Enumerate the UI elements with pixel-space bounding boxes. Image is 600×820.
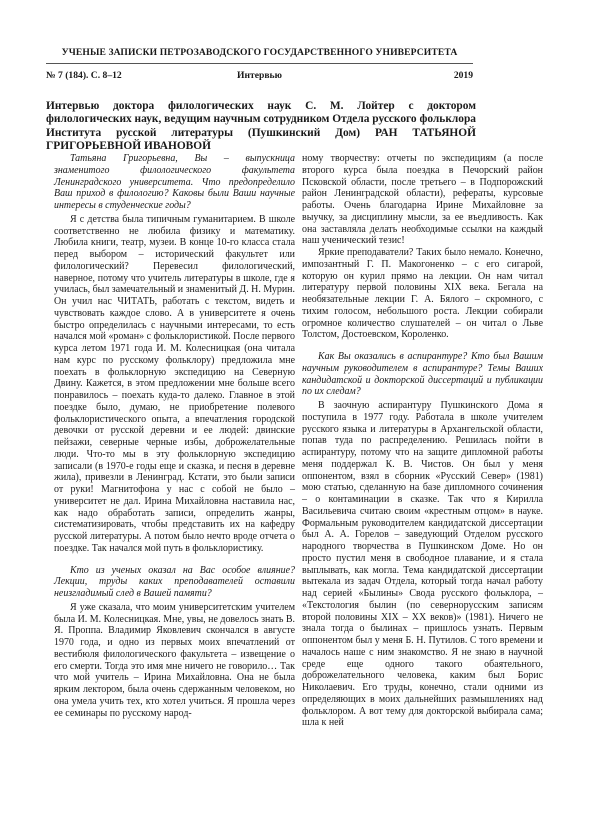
answer-2b: Яркие преподаватели? Таких было немало. Конечно, импозантный Г. П. Макогоненко – с его сигарой, которую он курил прямо на лекции. Он нам читал литературу первой половины XIX века. Бегала на необязательные лекции Г. А. Бялого – скромного, с тихим голосом, небольшого роста. Лекции собирали огромное количество слушателей – он читал о Льве Толстом, Достоевском, Короленко. (302, 247, 543, 341)
question-3: Как Вы оказались в аспирантуре? Кто был Вашим научным руководителем в аспирантуре? Темы Ваших кандидатской и докторской диссертаций и публикации по их следам? (302, 351, 543, 398)
journal-title: УЧЕНЫЕ ЗАПИСКИ ПЕТРОЗАВОДСКОГО ГОСУДАРСТВЕННОГО УНИВЕРСИТЕТА (61, 47, 458, 58)
left-column (54, 153, 295, 719)
right-column (302, 153, 543, 729)
answer-2-continuation: ному творчеству: отчеты по экспедициям (а после второго курса была поездка в Печорский район Псковской области, после третьего – в Подпорожский район Ленинградской области), рефераты, курсовые работы. Очень благодарна Ирине Михайловне за выучку, за дисциплину мысли, за ее въедливость. Как она заставляла делать необходимые ссылки на каждый наш ученический тезис! (302, 153, 543, 247)
answer-2: Я уже сказала, что моим университетским учителем была И. М. Колесницкая. Мне, увы, не довелось знать В. Я. Проппа. Владимир Яковлевич скончался в августе 1970 года, и одно из первых моих впечатлений от вестибюля филологического факультета – извещение о его смерти. Тогда это имя мне ничего не говорило… Так что мой учитель – Ирина Михайловна. Она не была ярким лектором, была очень сдержанным человеком, но она умела учить тех, кто хотел учиться. Я прошла через ее семинары по русскому народ- (54, 601, 295, 719)
header-rule (46, 63, 473, 64)
answer-1: Я с детства была типичным гуманитарием. В школе соответственно не любила физику и математику. Любила книги, театр, музеи. В конце 10-го класса стала перед выбором – исторический факультет или филологический? Перевесил филологический, наверное, потому что учитель литературы в школе, где я училась, был замечательный и знаменитый Д. Н. Мурин. Он учил нас ЧИТАТЬ, работать с текстом, видеть и чувствовать каждое слово. А в университете я очень быстро определилась с научными интересами, то есть начался мой «роман» с фольклористикой. После первого курса летом 1971 года И. М. Колесницкая (она читала нам курс по русскому фольклору) предложила мне поехать в фольклорную экспедицию на Северную Двину. Кажется, в этом предложении мне больше всего понравилось – поехать куда-то далеко. Главное в этой поездке было, думаю, не приобретение полевого фольклористического опыта, а впечатления городской девочки от русской деревни и ее людей: двинские пейзажи, северные черные избы, доброжелательные люди. Что-то мы в эту фольклорную экспедицию записали (в 1970-е годы еще и сказка, и песня в деревне жила), привезли в Ленинград. Кстати, это были записи от руки! Магнитофона у нас с собой не было – университет не дал. Ирина Михайловна наставила нас, как надо обработать записи, определить жанры, систематизировать, чтобы представить их на кафедру русской литературы. А потом было нечто вроде отчета о поездке. Так начался мой путь в фольклористику. (54, 213, 295, 554)
year: 2019 (453, 70, 473, 81)
issue-number: № 7 (184). С. 8–12 (46, 70, 122, 81)
question-2: Кто из ученых оказал на Вас особое влияние? Лекции, труды каких преподавателей оставили неизгладимый след в Вашей памяти? (54, 564, 295, 599)
section-label: Интервью (237, 70, 282, 81)
article-title: Интервью доктора филологических наук С. М. Лойтер с доктором филологических наук, ведущим научным сотрудником Отдела русского фольклора Института русской литературы (Пушкинский Дом) РАН ТАТЬЯНОЙ ГРИГОРЬЕВНОЙ ИВАНОВОЙ (46, 100, 476, 153)
answer-3: В заочную аспирантуру Пушкинского Дома я поступила в 1977 году. Работала в школе учителем русского языка и литературы в Архангельской области, попав туда по распределению. Решилась пойти в аспирантуру, потому что на защите дипломной работы меня поддержал К. В. Чистов. Он был у меня оппонентом, взял в сборник «Русский Север» (1981) мою статью, сделанную на базе дипломного сочинения – о контаминации в сказке. Так что я Кирилла Васильевича считаю своим «крестным отцом» в науке. Формальным руководителем кандидатской диссертации был А. А. Горелов – заведующий Отделом русского народного творчества в Пушкинском Доме. Но он просто пустил меня в свободное плавание, и я стала выплывать, как могла. Тема кандидатской диссертации вытекала из задач Отдела, который тогда начал работу над серией «Былины» Свода русского фольклора, – «Текстология былин (по севернорусским записям второй половины XIX – XX веков)» (1981). Ничего не знала тогда о былинах – пришлось узнать. Первым оппонентом был у меня Б. Н. Путилов. С того времени и началось наше с ним знакомство. Я не знаю в научной среде еще одного такого обаятельного, доброжелательного человека, каким был Борис Николаевич. Его труды, конечно, стали одними из определяющих в моих дальнейших размышлениях над фольклором. А вот тему для докторской выбирала сама; шла к ней (302, 400, 543, 729)
question-1: Татьяна Григорьевна, Вы – выпускница знаменитого филологического факультета Ленинградского университета. Что предопределило Ваш приход в филологию? Каковы были Ваши научные интересы в студенческие годы? (54, 153, 295, 211)
